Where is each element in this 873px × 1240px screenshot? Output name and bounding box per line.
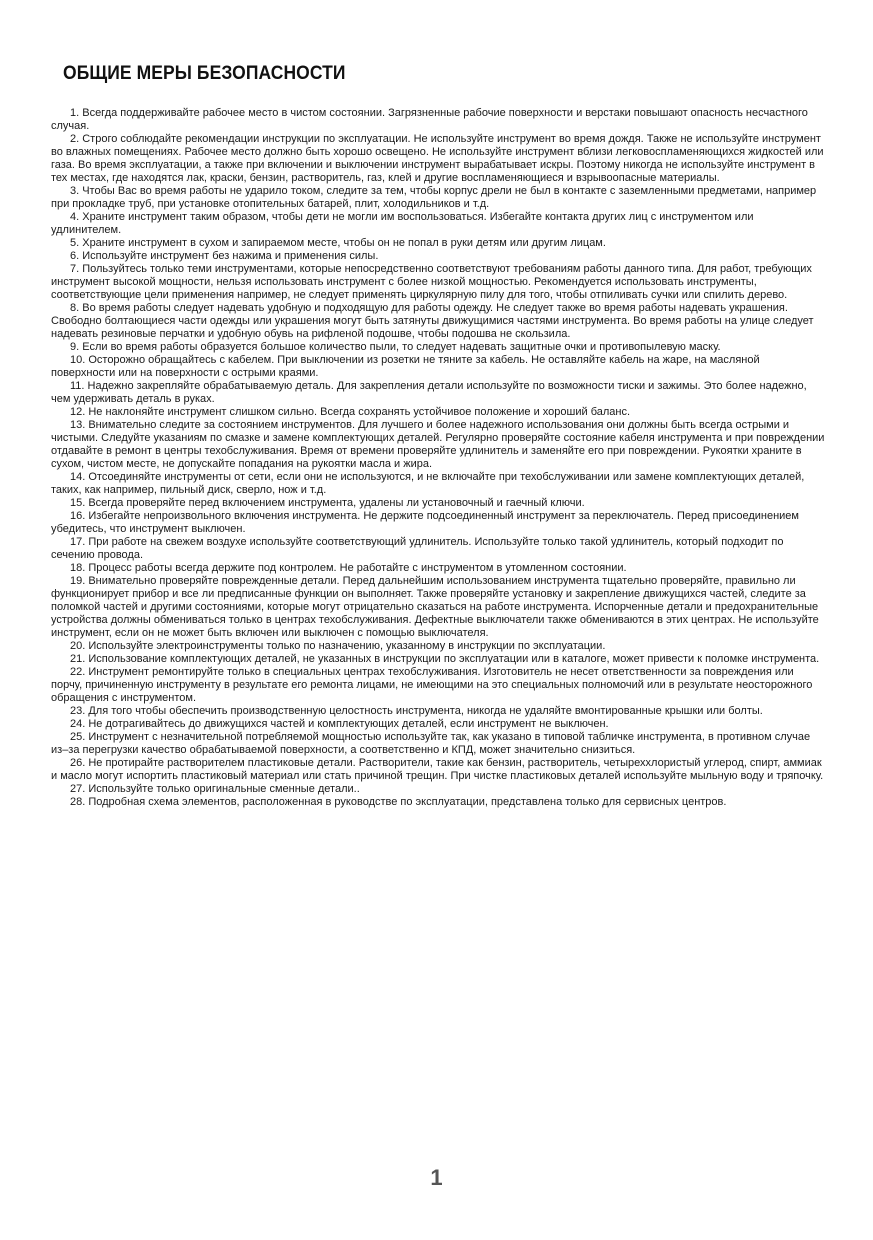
rule-item: 3. Чтобы Вас во время работы не ударило током, следите за тем, чтобы корпус дрели не был в контакте с заземленными предметами, например при прокладке труб, при установке отопительных батарей, плит, холодильников и т.д. [51, 185, 817, 210]
rule-item: 24. Не дотрагивайтесь до движущихся частей и комплектующих деталей, если инструмент не выключен. [70, 718, 609, 730]
rule-item: 16. Избегайте непроизвольного включения инструмента. Не держите подсоединенный инструмент за переключатель. Перед присоединением убедитесь, что инструмент выключен. [51, 510, 799, 535]
rule-item: 2. Строго соблюдайте рекомендации инструкции по эксплуатации. Не используйте инструмент во время дождя. Также не используйте инструмент во влажных помещениях. Рабочее место должно быть хорошо освещено. Не используйте инструмент вблизи легковоспламеняющихся жидкостей или газа. Во время эксплуатации, а также при включении и выключении инструмент вырабатывает искры. Поэтому никогда не используйте инструмент в тех местах, где находятся лак, краски, бензин, растворитель, газ, клей и другие воспламеняющиеся и взрывоопасные материалы. [51, 133, 824, 184]
rule-item: 11. Надежно закрепляйте обрабатываемую деталь. Для закрепления детали используйте по возможности тиски и зажимы. Это более надежно, чем удерживать деталь в руках. [51, 380, 807, 405]
rule-item: 18. Процесс работы всегда держите под контролем. Не работайте с инструментом в утомленном состоянии. [70, 562, 627, 574]
rule-item: 21. Использование комплектующих деталей, не указанных в инструкции по эксплуатации или в каталоге, может привести к поломке инструмента. [70, 653, 820, 665]
rule-item: 26. Не протирайте растворителем пластиковые детали. Растворители, такие как бензин, растворитель, четыреххлористый углерод, спирт, аммиак и масло могут испортить пластиковый материал или стать причиной трещин. При чистке пластиковых деталей используйте мыльную воду и тряпочку. [51, 757, 824, 782]
rule-item: 28. Подробная схема элементов, расположенная в руководстве по эксплуатации, представлена только для сервисных центров. [70, 796, 727, 808]
rule-item: 4. Храните инструмент таким образом, чтобы дети не могли им воспользоваться. Избегайте контакта других лиц с инструментом или удлинителем. [51, 211, 754, 236]
rule-item: 5. Храните инструмент в сухом и запираемом месте, чтобы он не попал в руки детям или другим лицам. [70, 237, 606, 249]
rule-item: 10. Осторожно обращайтесь с кабелем. При выключении из розетки не тяните за кабель. Не оставляйте кабель на жаре, на масляной поверхности или на поверхности с острыми краями. [51, 354, 760, 379]
rule-item: 9. Если во время работы образуется большое количество пыли, то следует надевать защитные очки и противопылевую маску. [70, 341, 721, 353]
rule-item: 7. Пользуйтесь только теми инструментами, которые непосредственно соответствуют требованиям работы данного типа. Для работ, требующих инструмент высокой мощности, нельзя использовать инструмент с более низкой мощностью. Рекомендуется использовать инструменты, соответствующие цели применения например, не следует применять циркулярную пилу для того, чтобы отпиливать сучки или спилить дерево. [51, 263, 812, 301]
page-number: 1 [430, 1165, 443, 1190]
rule-item: 17. При работе на свежем воздухе используйте соответствующий удлинитель. Используйте только такой удлинитель, который подходит по сечению провода. [51, 536, 784, 561]
rule-item: 20. Используйте электроинструменты только по назначению, указанному в инструкции по эксплуатации. [70, 640, 606, 652]
rule-item: 1. Всегда поддерживайте рабочее место в чистом состоянии. Загрязненные рабочие поверхности и верстаки повышают опасность несчастного случая. [51, 107, 808, 132]
rule-item: 23. Для того чтобы обеспечить производственную целостность инструмента, никогда не удаляйте вмонтированные крышки или болты. [70, 705, 763, 717]
rule-item: 27. Используйте только оригинальные сменные детали.. [70, 783, 360, 795]
rule-item: 22. Инструмент ремонтируйте только в специальных центрах техобслуживания. Изготовитель не несет ответственности за повреждения или порчу, причиненную инструменту в результате его ремонта лицами, не имеющими на это специальных полномочий или в результате неосторожного обращения с инструментом. [51, 666, 813, 704]
rule-item: 15. Всегда проверяйте перед включением инструмента, удалены ли установочный и гаечный ключи. [70, 497, 585, 509]
page-title: ОБЩИЕ МЕРЫ БЕЗОПАСНОСТИ [63, 63, 346, 84]
safety-rules-list [51, 107, 826, 809]
rule-item: 6. Используйте инструмент без нажима и применения силы. [70, 250, 379, 262]
rule-item: 25. Инструмент с незначительной потребляемой мощностью используйте так, как указано в типовой табличке инструмента, в противном случае из–за перегрузки качество обрабатываемой поверхности, а соответственно и КПД, может значительно снизиться. [51, 731, 811, 756]
rule-item: 13. Внимательно следите за состоянием инструментов. Для лучшего и более надежного использования они должны быть всегда острыми и чистыми. Следуйте указаниям по смазке и замене комплектующих деталей. Регулярно проверяйте состояние кабеля инструмента и при повреждении отдавайте в ремонт в центры техобслуживания. Время от времени проверяйте удлинитель и заменяйте его при повреждении. Рукоятки храните в сухом, чистом месте, не допускайте попадания на рукоятки масла и жира. [51, 419, 825, 470]
rule-item: 12. Не наклоняйте инструмент слишком сильно. Всегда сохранять устойчивое положение и хороший баланс. [70, 406, 631, 418]
rule-item: 8. Во время работы следует надевать удобную и подходящую для работы одежду. Не следует также во время работы надевать украшения. Свободно болтающиеся части одежды или украшения могут быть затянуты движущимися частями инструмента. Во время работы на улице следует надевать резиновые перчатки и удобную обувь на рифленой подошве, чтобы подошва не скользила. [51, 302, 814, 340]
rule-item: 14. Отсоединяйте инструменты от сети, если они не используются, и не включайте при техобслуживании или замене комплектующих деталей, таких, как например, пильный диск, сверло, нож и т.д. [51, 471, 805, 496]
rule-item: 19. Внимательно проверяйте поврежденные детали. Перед дальнейшим использованием инструмента тщательно проверяйте, правильно ли функционирует прибор и все ли предписанные функции он выполняет. Также проверяйте установку и закрепление движущихся частей, следите за поломкой частей и другими состояниями, которые могут отрицательно сказаться на работе инструмента. Испорченные детали и предохранительные устройства должны обмениваться только в центрах техобслуживания. Дефектные выключатели также обмениваются в этих центрах. Не используйте инструмент, если он не может быть включен или выключен с помощью выключателя. [51, 575, 819, 639]
